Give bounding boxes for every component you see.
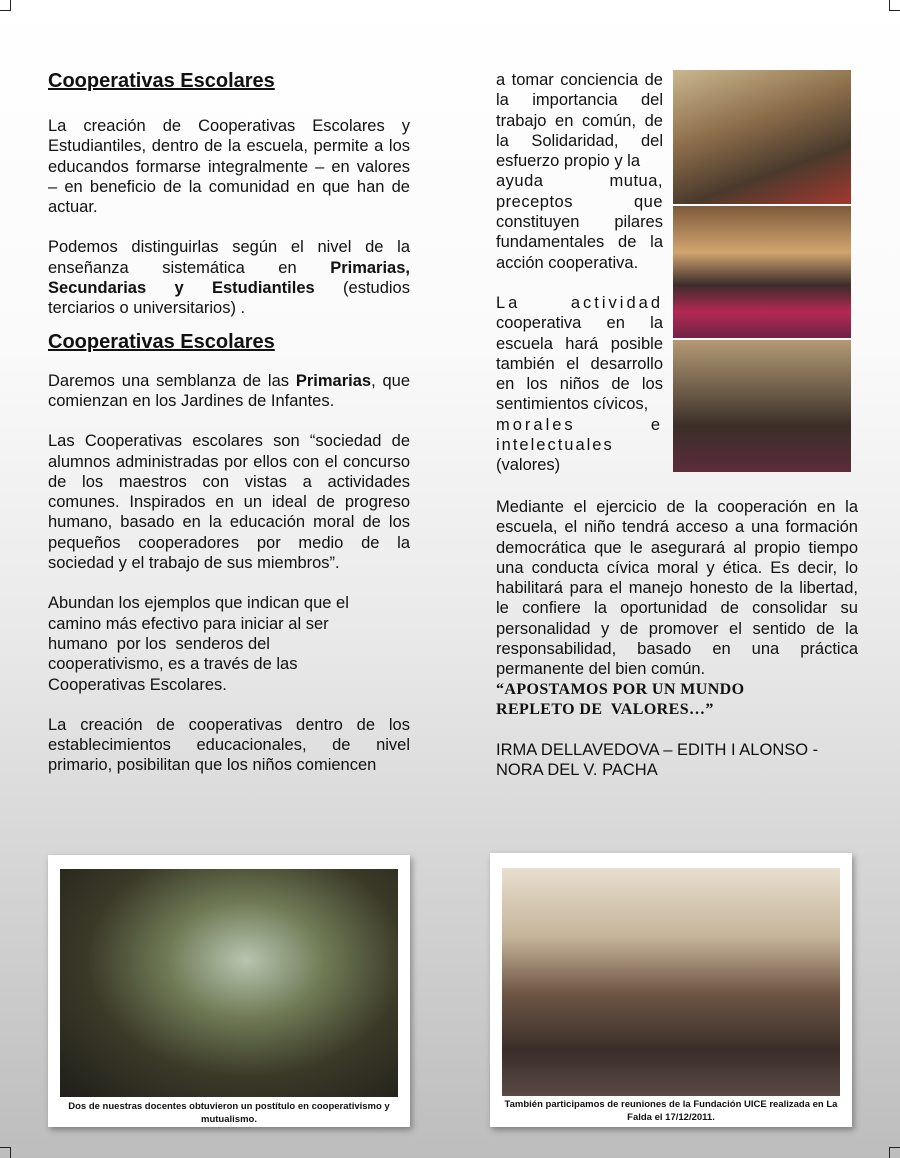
- paragraph-conciencia-spread-2: preceptos que: [496, 192, 663, 211]
- authors: [496, 740, 858, 781]
- paragraph-examples-line-1: Abundan los ejemplos que indican que el: [48, 594, 349, 613]
- left-column: [48, 68, 410, 776]
- paragraph-actividad-spread-3: intelectuales: [496, 436, 614, 455]
- photo-frame-assembly: [48, 855, 410, 1127]
- photo-meeting-table-1: [673, 70, 851, 204]
- paragraph-levels-text-a: Podemos distinguirlas según el nivel de la enseñanza sistemática en: [48, 238, 410, 277]
- paragraph-primarias: [48, 371, 410, 412]
- photo-frame-certificates: [490, 853, 852, 1127]
- paragraph-actividad-spread: La actividad: [496, 293, 663, 312]
- heading-cooperativas-2: Cooperativas Escolares: [48, 330, 275, 353]
- crop-mark-bottom-left: [0, 1147, 11, 1158]
- caption-certificates: También participamos de reuniones de la Fundación UICE realizada en La Falda el 17/12/2011.: [504, 1099, 838, 1123]
- closing-quote-line-2: REPLETO DE VALORES…”: [496, 700, 714, 718]
- photo-assembly-hall: [60, 869, 398, 1097]
- paragraph-conciencia: a tomar conciencia de la importancia del trabajo en común, de la Solidaridad, del esfuerzo propio y la: [496, 71, 663, 171]
- paragraph-levels-text-b: (estudios terciarios o universitarios) .: [48, 279, 410, 318]
- crop-mark-top-right: [889, 0, 900, 11]
- crop-mark-bottom-right: [889, 1147, 900, 1158]
- authors-line-2: NORA DEL V. PACHA: [496, 760, 658, 779]
- paragraph-conciencia-end: constituyen pilares fundamentales de la acción cooperativa.: [496, 213, 663, 272]
- paragraph-definition: Las Cooperativas escolares son “sociedad de alumnos administradas por ellos con el concurso de los maestros con vistas a actividades comunes. Inspirados en un ideal de progreso humano, basado en la educación moral de los pequeños cooperadores por medio de la sociedad y el trabajo de sus miembros”.: [48, 432, 410, 573]
- paragraph-conciencia-spread-1: ayuda mutua,: [496, 172, 663, 191]
- paragraph-actividad: cooperativa en la escuela hará posible también el desarrollo en los niños de los sentimientos cívicos,: [496, 314, 663, 414]
- caption-assembly: Dos de nuestras docentes obtuvieron un postítulo en cooperativismo y mutualismo.: [68, 1101, 390, 1125]
- closing-quote: [496, 680, 858, 720]
- paragraph-examples-line-5: Cooperativas Escolares.: [48, 675, 227, 694]
- photo-meeting-table-2: [673, 206, 851, 338]
- photo-group-certificates: [502, 868, 840, 1096]
- paragraph-creation: La creación de cooperativas dentro de los establecimientos educacionales, de nivel primario, posibilitan que los niños comiencen: [48, 715, 410, 775]
- paragraph-examples-line-2: camino más efectivo para iniciar al ser: [48, 614, 329, 633]
- paragraph-actividad-spread-2: morales e: [496, 415, 663, 434]
- paragraph-examples-line-3: humano por los senderos del: [48, 634, 270, 653]
- paragraph-examples-line-4: cooperativismo, es a través de las: [48, 655, 298, 674]
- photo-meeting-room-3: [673, 340, 851, 472]
- paragraph-levels: [48, 237, 410, 318]
- paragraph-primarias-text-b: , que comienzan en los Jardines de Infantes.: [48, 371, 411, 410]
- paragraph-examples: [48, 593, 410, 694]
- closing-quote-line-1: “APOSTAMOS POR UN MUNDO: [496, 680, 745, 698]
- heading-cooperativas-1: Cooperativas Escolares: [48, 70, 275, 92]
- right-narrow-column: [496, 70, 663, 476]
- paragraph-ejercicio: Mediante el ejercicio de la cooperación en la escuela, el niño tendrá acceso a una formación democrática que le asegurará al propio tiempo una conducta cívica moral y ética. Es decir, lo habilitará para el manejo honesto de la libertad, le confiere la oportunidad de consolidar su personalidad y de promover el sentido de la responsabilidad, basado en una práctica permanente del bien común.: [496, 498, 858, 679]
- authors-line-1: IRMA DELLAVEDOVA – EDITH I ALONSO -: [496, 740, 819, 759]
- paragraph-primarias-text-a: Daremos una semblanza de las: [48, 371, 296, 390]
- right-wide-column: [496, 497, 858, 780]
- paragraph-levels-bold: Primarias, Secundarias y Estudiantiles: [48, 258, 410, 298]
- paragraph-intro: La creación de Cooperativas Escolares y Estudiantiles, dentro de la escuela, permite a los educandos formarse integralmente – en valores – en beneficio de la comunidad en que han de actuar.: [48, 117, 410, 217]
- crop-mark-top-left: [0, 0, 11, 11]
- paragraph-actividad-end: (valores): [496, 456, 561, 475]
- paragraph-primarias-bold: Primarias: [295, 371, 372, 390]
